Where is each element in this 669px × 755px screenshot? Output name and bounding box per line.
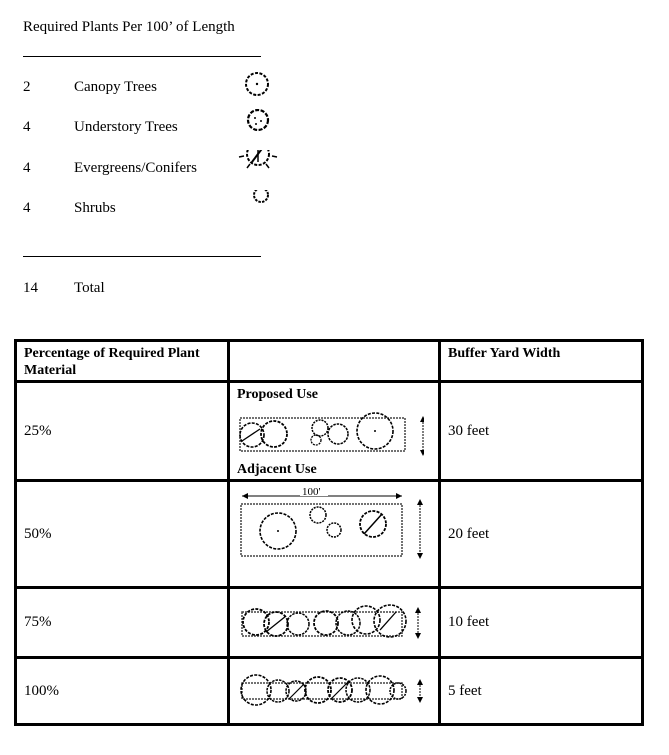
adjacent-use-label: Adjacent Use [237, 462, 317, 477]
proposed-use-label: Proposed Use [237, 387, 319, 402]
width-cell: 5 feet [440, 658, 643, 725]
divider-top [23, 56, 261, 57]
evergreen-conifer-icon [232, 150, 282, 190]
legend-name: Canopy Trees [74, 79, 157, 95]
legend-row-shrubs [0, 200, 320, 230]
understory-tree-icon [232, 109, 282, 149]
percent-cell: 25% [16, 382, 229, 481]
header-percentage: Percentage of Required Plant Material [16, 341, 229, 382]
width-cell: 30 feet [440, 382, 643, 481]
table-row [16, 481, 643, 588]
table-row [16, 382, 643, 481]
buffer-diagram-50-icon [230, 482, 424, 586]
percent-cell: 75% [16, 588, 229, 658]
table-row [16, 658, 643, 725]
buffer-yard-table [14, 339, 644, 726]
legend-row-evergreen [0, 160, 320, 190]
shrub-icon [232, 190, 282, 230]
width-cell: 20 feet [440, 481, 643, 588]
table-row [16, 588, 643, 658]
buffer-diagram-75-icon [230, 590, 424, 656]
diagram-cell [229, 481, 440, 588]
legend-title: Required Plants Per 100’ of Length [23, 19, 235, 35]
diagram-cell [229, 588, 440, 658]
diagram-cell [229, 382, 440, 481]
legend-name: Evergreens/Conifers [74, 160, 198, 176]
header-diagram [229, 341, 440, 382]
percent-cell: 50% [16, 481, 229, 588]
total-qty: 14 [23, 280, 38, 296]
diagram-cell [229, 658, 440, 725]
length-label: 100' [302, 486, 321, 498]
buffer-diagram-100-icon [230, 660, 424, 723]
legend-row-understory [0, 119, 320, 149]
legend-name: Shrubs [74, 200, 116, 216]
total-label: Total [74, 280, 105, 296]
legend-total-row [0, 280, 300, 302]
legend-qty: 4 [23, 160, 31, 176]
legend-name: Understory Trees [74, 119, 178, 135]
legend-qty: 4 [23, 200, 31, 216]
legend-row-canopy [0, 79, 320, 109]
header-width: Buffer Yard Width [440, 341, 643, 382]
width-cell: 10 feet [440, 588, 643, 658]
legend-qty: 4 [23, 119, 31, 135]
percent-cell: 100% [16, 658, 229, 725]
canopy-tree-icon [232, 69, 282, 109]
divider-bottom [23, 256, 261, 257]
table-header-row [16, 341, 643, 382]
legend-qty: 2 [23, 79, 31, 95]
